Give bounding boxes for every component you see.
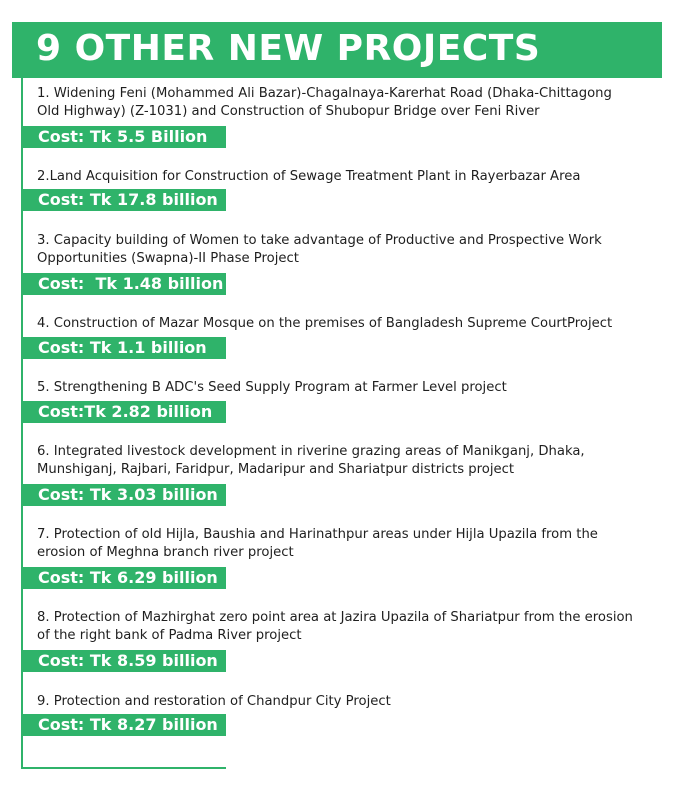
project-item-9 [37, 693, 637, 711]
project-description: 1. Widening Feni (Mohammed Ali Bazar)-Chagalnaya-Karerhat Road (Dhaka-Chittagong Old Highway) (Z-1031) and Construction of Shubopur Bridge over Feni River [37, 86, 612, 119]
project-item-8 [37, 609, 637, 645]
project-description: 5. Strengthening B ADC's Seed Supply Program at Farmer Level project [37, 380, 507, 395]
project-description: 8. Protection of Mazhirghat zero point area at Jazira Upazila of Shariatpur from the erosion of the right bank of Padma River project [37, 610, 633, 643]
header-banner [12, 22, 662, 78]
cost-badge-4 [22, 337, 226, 359]
cost-badge-8 [22, 650, 226, 672]
page-title: 9 OTHER NEW PROJECTS [36, 28, 541, 69]
project-item-5 [37, 379, 637, 397]
cost-badge-1 [22, 126, 226, 148]
cost-label: Cost: Tk 8.59 billion [38, 651, 218, 670]
project-description: 6. Integrated livestock development in riverine grazing areas of Manikganj, Dhaka, Munshiganj, Rajbari, Faridpur, Madaripur and Shariatpur districts project [37, 444, 585, 477]
cost-badge-9 [22, 714, 226, 736]
cost-label: Cost: Tk 6.29 billion [38, 568, 218, 587]
project-description: 7. Protection of old Hijla, Baushia and Harinathpur areas under Hijla Upazila from the erosion of Meghna branch river project [37, 527, 598, 560]
project-item-4 [37, 315, 637, 333]
cost-badge-5 [22, 401, 226, 423]
cost-badge-7 [22, 567, 226, 589]
cost-label: Cost: Tk 8.27 billion [38, 715, 218, 734]
project-description: 3. Capacity building of Women to take advantage of Productive and Prospective Work Opportunities (Swapna)-II Phase Project [37, 233, 602, 266]
cost-label: Cost: Tk 5.5 Billion [38, 127, 208, 146]
cost-label: Cost: Tk 1.1 billion [38, 338, 207, 357]
project-description: 4. Construction of Mazar Mosque on the premises of Bangladesh Supreme CourtProject [37, 316, 613, 331]
cost-badge-2 [22, 189, 226, 211]
project-description: 9. Protection and restoration of Chandpur City Project [37, 694, 391, 709]
project-item-3 [37, 232, 637, 268]
project-item-1 [37, 85, 637, 121]
project-item-2 [37, 168, 637, 186]
project-item-7 [37, 526, 637, 562]
project-item-6 [37, 443, 637, 479]
cost-label: Cost: Tk 17.8 billion [38, 190, 218, 209]
project-description: 2.Land Acquisition for Construction of Sewage Treatment Plant in Rayerbazar Area [37, 169, 581, 184]
cost-badge-3 [22, 273, 226, 295]
cost-label: Cost:Tk 2.82 billion [38, 402, 213, 421]
cost-badge-6 [22, 484, 226, 506]
cost-label: Cost: Tk 3.03 billion [38, 485, 218, 504]
cost-label: Cost: Tk 1.48 billion [38, 274, 224, 293]
bottom-accent-rule [21, 767, 226, 769]
